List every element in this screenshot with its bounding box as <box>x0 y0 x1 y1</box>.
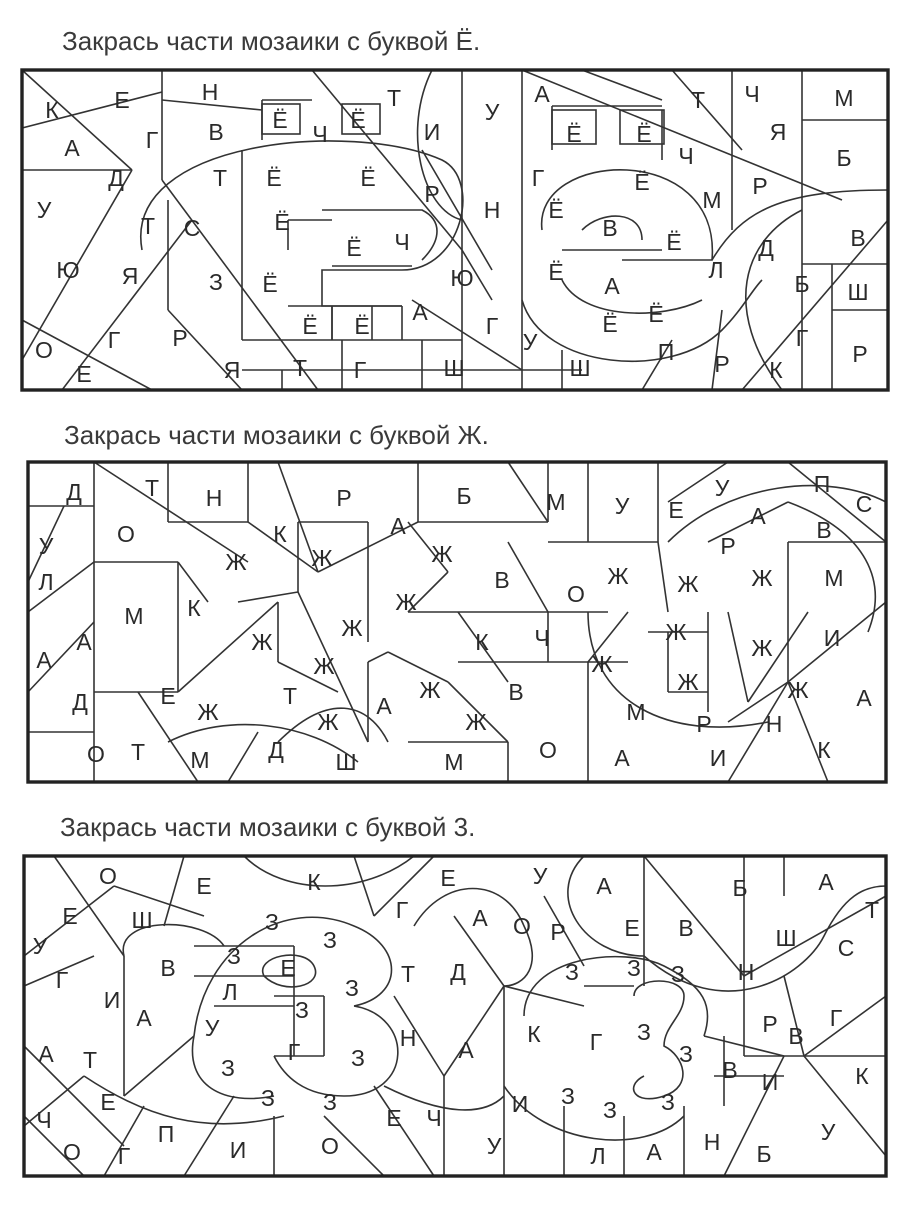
mosaic-letter: Ё <box>272 107 288 133</box>
mosaic-letter: А <box>458 1037 474 1063</box>
mosaic-letter: А <box>412 299 428 325</box>
mosaic-letter: Н <box>201 79 219 105</box>
mosaic-letter: Ш <box>569 355 591 381</box>
mosaic-letter: Т <box>212 165 228 191</box>
mosaic-letter: Р <box>172 325 188 351</box>
mosaic-letter: Ш <box>443 355 465 381</box>
mosaic-letters <box>33 863 879 1169</box>
mosaic-letter: З <box>323 1089 337 1115</box>
mosaic-letter: Т <box>282 683 298 709</box>
mosaic-letter: З <box>323 927 337 953</box>
mosaic-letter: М <box>124 603 144 629</box>
mosaic-letter: А <box>76 629 92 655</box>
mosaic-letter: Г <box>55 967 69 993</box>
mosaic-letter: Ё <box>302 313 318 339</box>
mosaic-letter: Г <box>287 1039 301 1065</box>
mosaic-letter: Д <box>72 689 88 715</box>
mosaic-letter: И <box>761 1069 779 1095</box>
mosaic-letter: В <box>816 517 832 543</box>
mosaic-letter: Ж <box>431 541 453 567</box>
mosaic-letter: Б <box>794 271 810 297</box>
task-title-1: Закрась части мозаики с буквой Ё. <box>62 26 481 56</box>
mosaic-letter: К <box>769 357 783 383</box>
mosaic-letter: У <box>614 493 630 519</box>
mosaic-letter: И <box>511 1091 529 1117</box>
mosaic-letter: Ё <box>634 169 650 195</box>
mosaic-letter: А <box>596 873 612 899</box>
mosaic-letter: Ж <box>677 571 699 597</box>
mosaic-letters <box>36 471 872 775</box>
mosaic-letter: З <box>679 1041 693 1067</box>
mosaic-letter: Н <box>765 711 783 737</box>
mosaic-letter: Д <box>66 479 82 505</box>
mosaic-letter: Р <box>852 341 868 367</box>
mosaic-letter: Г <box>589 1029 603 1055</box>
mosaic-letter: Г <box>353 357 367 383</box>
mosaic-letter: О <box>513 913 531 939</box>
task-title-3: Закрась части мозаики с буквой 3. <box>60 812 476 842</box>
mosaic-letter: З <box>227 943 241 969</box>
mosaic-letter: М <box>834 85 854 111</box>
mosaic-letter: А <box>136 1005 152 1031</box>
mosaic-letter: Е <box>100 1089 116 1115</box>
mosaic-letter: У <box>532 863 548 889</box>
mosaic-letter: С <box>837 935 855 961</box>
mosaic-letter: З <box>209 269 223 295</box>
mosaic-letter: И <box>823 625 841 651</box>
mosaic-letter: З <box>221 1055 235 1081</box>
mosaic-letter: Е <box>76 361 92 387</box>
mosaic-letter: О <box>567 581 585 607</box>
mosaic-letter: И <box>423 119 441 145</box>
mosaic-letter: Л <box>222 979 238 1005</box>
mosaic-letter: В <box>850 225 866 251</box>
mosaic-letter: Ч <box>394 229 410 255</box>
mosaic-letter: О <box>321 1133 339 1159</box>
mosaic-letter: Р <box>550 919 566 945</box>
mosaic-letter: Ё <box>274 209 290 235</box>
mosaic-letter: Е <box>196 873 212 899</box>
mosaic-letter: Е <box>280 955 296 981</box>
mosaic-letter: З <box>295 997 309 1023</box>
mosaic-letter: В <box>602 215 618 241</box>
mosaic-letter: А <box>614 745 630 771</box>
mosaic-letter: Т <box>864 897 880 923</box>
mosaic-letter: В <box>160 955 176 981</box>
mosaic-letter: Б <box>836 145 852 171</box>
mosaic-letter: Е <box>160 683 176 709</box>
mosaic-letter: Ш <box>775 925 797 951</box>
mosaic-letter: Е <box>386 1105 402 1131</box>
mosaic-letter: А <box>390 513 406 539</box>
mosaic-letter: Ч <box>426 1105 442 1131</box>
mosaic-letter: Ж <box>341 615 363 641</box>
mosaic-letter: У <box>714 475 730 501</box>
mosaic-letter: Л <box>590 1143 606 1169</box>
mosaic-letter: У <box>486 1133 502 1159</box>
mosaic-letter: Я <box>769 119 787 145</box>
mosaic-letter: Т <box>144 475 160 501</box>
mosaic-letter: Ч <box>744 81 760 107</box>
mosaic-letter: Б <box>732 875 748 901</box>
mosaic-z <box>24 856 886 1176</box>
mosaic-letter: А <box>376 693 392 719</box>
mosaic-letter: Ё <box>354 313 370 339</box>
mosaic-letter: Ё <box>666 229 682 255</box>
mosaic-letter: З <box>661 1089 675 1115</box>
mosaic-letter: Г <box>829 1005 843 1031</box>
mosaic-letter: Т <box>130 739 146 765</box>
mosaic-letter: Ё <box>602 311 618 337</box>
mosaic-letter: С <box>183 215 201 241</box>
mosaic-letter: Ё <box>262 271 278 297</box>
mosaic-letter: А <box>36 647 52 673</box>
mosaic-letter: К <box>307 869 321 895</box>
mosaic-letter: К <box>855 1063 869 1089</box>
mosaic-letter: З <box>565 959 579 985</box>
mosaic-letter: А <box>750 503 766 529</box>
mosaic-letter: Р <box>696 711 712 737</box>
mosaic-letter: Ж <box>419 677 441 703</box>
mosaic-letter: Д <box>450 959 466 985</box>
mosaic-letter: Л <box>38 569 54 595</box>
mosaic-letter: М <box>824 565 844 591</box>
mosaic-letter: Ч <box>312 121 328 147</box>
mosaic-letter: О <box>99 863 117 889</box>
mosaic-letter: У <box>820 1119 836 1145</box>
mosaic-letter: Е <box>114 87 130 113</box>
mosaic-letter: З <box>671 961 685 987</box>
mosaic-letter: У <box>204 1015 220 1041</box>
mosaic-letter: Ж <box>317 709 339 735</box>
mosaic-zh <box>28 462 886 782</box>
mosaic-letter: Ё <box>548 197 564 223</box>
mosaic-letter: А <box>38 1041 54 1067</box>
mosaic-letter: М <box>626 699 646 725</box>
mosaic-letter: Ж <box>751 565 773 591</box>
mosaic-letter: А <box>856 685 872 711</box>
mosaic-letter: Ж <box>197 699 219 725</box>
mosaic-letter: О <box>117 521 135 547</box>
mosaic-letter: А <box>472 905 488 931</box>
mosaic-letter: Ё <box>350 107 366 133</box>
mosaic-letter: Ё <box>566 121 582 147</box>
mosaic-letter: Н <box>737 959 755 985</box>
mosaic-letter: П <box>657 339 675 365</box>
mosaic-letter: В <box>494 567 510 593</box>
mosaic-letter: Е <box>624 915 640 941</box>
mosaic-letter: У <box>36 197 52 223</box>
mosaic-letter: Ю <box>450 265 474 291</box>
mosaic-letter: Ж <box>677 669 699 695</box>
mosaic-letter: Б <box>456 483 472 509</box>
mosaic-letter: У <box>32 933 48 959</box>
mosaic-letter: Ж <box>591 651 613 677</box>
mosaic-letter: Ё <box>266 165 282 191</box>
mosaic-letter: З <box>265 909 279 935</box>
mosaic-letter: З <box>561 1083 575 1109</box>
mosaic-letter: З <box>637 1019 651 1045</box>
mosaic-letter: Г <box>795 325 809 351</box>
mosaic-letter: Ч <box>678 143 694 169</box>
mosaic-letter: Т <box>292 355 308 381</box>
mosaic-letter: Т <box>690 87 706 113</box>
mosaic-letter: Т <box>400 961 416 987</box>
mosaic-letter: Г <box>395 897 409 923</box>
mosaic-letter: Ч <box>534 625 550 651</box>
mosaic-letter: Ш <box>335 749 357 775</box>
mosaic-letter: Ё <box>548 259 564 285</box>
mosaic-letter: Т <box>140 213 156 239</box>
task-title-2: Закрась части мозаики с буквой Ж. <box>64 420 489 450</box>
mosaic-letter: Н <box>399 1025 417 1051</box>
mosaic-letter: Ё <box>648 301 664 327</box>
mosaic-letter: А <box>534 81 550 107</box>
mosaic-letter: Е <box>668 497 684 523</box>
mosaic-letter: О <box>63 1139 81 1165</box>
mosaic-letter: Ж <box>251 629 273 655</box>
mosaic-letter: Р <box>424 181 440 207</box>
mosaic-letter: В <box>508 679 524 705</box>
mosaic-letter: Ж <box>465 709 487 735</box>
mosaic-letter: Ж <box>787 677 809 703</box>
mosaic-letter: А <box>818 869 834 895</box>
mosaic-letter: В <box>722 1057 738 1083</box>
mosaic-letter: Р <box>762 1011 778 1037</box>
mosaic-letter: З <box>351 1045 365 1071</box>
mosaic-letter: З <box>261 1085 275 1111</box>
mosaic-letter: Д <box>108 165 124 191</box>
mosaic-letter: Д <box>758 235 774 261</box>
mosaic-letter: Р <box>720 533 736 559</box>
mosaic-letter: А <box>64 135 80 161</box>
mosaic-letter: А <box>646 1139 662 1165</box>
mosaic-letter: Л <box>708 257 724 283</box>
mosaic-letter: Ж <box>225 549 247 575</box>
mosaic-letter: О <box>35 337 53 363</box>
mosaic-letter: Ж <box>395 589 417 615</box>
mosaic-letter: М <box>702 187 722 213</box>
mosaic-letter: Ж <box>665 619 687 645</box>
mosaic-letter: Ё <box>636 121 652 147</box>
mosaic-letter: Д <box>268 737 284 763</box>
mosaic-letter: Г <box>107 327 121 353</box>
mosaic-letter: З <box>345 975 359 1001</box>
mosaic-letter: Г <box>145 127 159 153</box>
mosaic-lines <box>24 856 886 1176</box>
mosaic-letter: Ж <box>751 635 773 661</box>
mosaic-letter: У <box>38 533 54 559</box>
mosaic-letter: З <box>603 1097 617 1123</box>
mosaic-letter: Ё <box>360 165 376 191</box>
mosaic-letter: Р <box>336 485 352 511</box>
mosaic-letter: Е <box>62 903 78 929</box>
mosaic-letter: Т <box>386 85 402 111</box>
mosaic-letter: Б <box>756 1141 772 1167</box>
mosaic-letter: О <box>539 737 557 763</box>
mosaic-letter: Ю <box>56 257 80 283</box>
mosaic-letter: Е <box>440 865 456 891</box>
mosaic-letter: К <box>817 737 831 763</box>
mosaic-letter: Ж <box>311 545 333 571</box>
mosaic-letter: Ш <box>847 279 869 305</box>
mosaic-letter: Я <box>223 357 241 383</box>
mosaic-letter: В <box>788 1023 804 1049</box>
mosaic-letter: К <box>187 595 201 621</box>
mosaic-letter: Г <box>117 1143 131 1169</box>
mosaic-letter: У <box>522 329 538 355</box>
mosaic-letter: А <box>604 273 620 299</box>
mosaic-letter: В <box>208 119 224 145</box>
mosaic-letter: Ё <box>346 235 362 261</box>
mosaic-letter: К <box>527 1021 541 1047</box>
mosaic-letter: Ж <box>607 563 629 589</box>
mosaic-letter: Т <box>82 1047 98 1073</box>
mosaic-letter: И <box>709 745 727 771</box>
mosaic-letter: Я <box>121 263 139 289</box>
mosaic-letter: П <box>157 1121 175 1147</box>
mosaic-letter: И <box>103 987 121 1013</box>
mosaic-letter: Н <box>483 197 501 223</box>
mosaic-letter: М <box>190 747 210 773</box>
mosaic-letter: П <box>813 471 831 497</box>
mosaic-letter: Ж <box>313 653 335 679</box>
mosaic-letter: О <box>87 741 105 767</box>
mosaic-letter: Г <box>485 313 499 339</box>
mosaic-letter: К <box>45 97 59 123</box>
mosaic-letter: В <box>678 915 694 941</box>
mosaic-letter: У <box>484 99 500 125</box>
mosaic-letter: З <box>627 955 641 981</box>
mosaic-letter: С <box>855 491 873 517</box>
mosaic-frame <box>24 856 886 1176</box>
mosaic-e-yo <box>22 70 888 390</box>
mosaic-letter: Г <box>531 165 545 191</box>
mosaic-letter: Н <box>205 485 223 511</box>
mosaic-letter: Ш <box>131 907 153 933</box>
mosaic-letter: И <box>229 1137 247 1163</box>
mosaic-letter: К <box>475 629 489 655</box>
mosaic-letter: Р <box>714 351 730 377</box>
mosaic-letter: М <box>444 749 464 775</box>
mosaic-letter: Ч <box>36 1107 52 1133</box>
mosaic-letter: Н <box>703 1129 721 1155</box>
mosaic-letter: Р <box>752 173 768 199</box>
mosaic-letter: К <box>273 521 287 547</box>
mosaic-letter: М <box>546 489 566 515</box>
